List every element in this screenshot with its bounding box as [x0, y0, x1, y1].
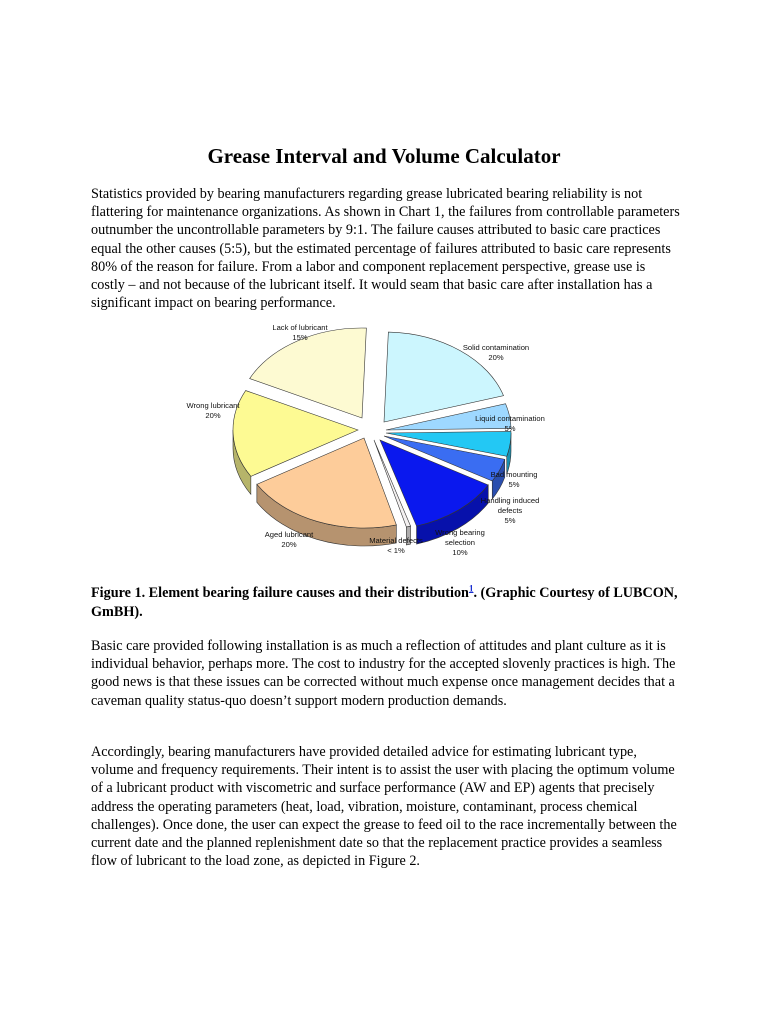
footnote-link[interactable]: 1 — [468, 583, 474, 594]
slice-value-label: 20% — [488, 353, 504, 362]
slice-value-label: 5% — [504, 516, 516, 525]
slice-label: Bad mounting — [490, 470, 538, 479]
caption-lead: Figure 1. Element bearing failure causes and their distribution — [91, 585, 469, 601]
document-title: Grease Interval and Volume Calculator — [207, 144, 561, 168]
slice-value-label: 10% — [452, 548, 468, 557]
slice-value-label: 5% — [504, 424, 516, 433]
slice-value-label: < 1% — [387, 546, 405, 555]
slice-label: Solid contamination — [462, 343, 530, 352]
slice-value-label: 5% — [508, 480, 520, 489]
intro-paragraph: Statistics provided by bearing manufacturers regarding grease lubricated bearing reliability is not flattering for maintenance organizations. As shown in Chart 1, the failures from controllable parameters outnumber the uncontrollable parameters by 9:1. The failure causes attributed to basic care practices equal the other causes (5:5), but the estimated percentage of failures attributed to basic care represents 80% of the reason for failure. From a labor and component replacement perspective, grease use is costly – and not because of the lubricant itself. It would seam that basic care after installation has a significant impact on bearing performance. — [91, 186, 680, 312]
slice-value-label: 15% — [292, 333, 308, 342]
slice-label: Aged lubricant — [264, 530, 314, 539]
slice-label: Wrong lubricant — [186, 401, 240, 410]
slice-label: Material defects — [369, 536, 423, 545]
slice-value-label: 20% — [205, 411, 221, 420]
slice-label: Lack of lubricant — [272, 323, 328, 332]
slice-value-label: 20% — [281, 540, 297, 549]
manufacturer-advice-paragraph: Accordingly, bearing manufacturers have provided detailed advice for estimating lubricant type, volume and frequency requirements. Their intent is to assist the user with placing the optimum volume of a lubricant product with viscometric and surface performance (AW and EP) agents that precisely address the operating parameters (heat, load, vibration, moisture, contaminant, process chemical challenges). Once done, the user can expect the grease to feed oil to the race incrementally between the current date and the planned replenishment date so that the replacement practice provides a seamless flow of lubricant to the load zone, as depicted in Figure 2. — [91, 744, 677, 870]
slice-label: Handling induced — [480, 496, 540, 505]
basic-care-paragraph: Basic care provided following installation is as much a reflection of attitudes and plant culture as it is individual behavior, perhaps more. The cost to industry for the accepted slovenly practices is high. The good news is that these issues can be corrected without much expense once management decides that a caveman quality status-quo doesn’t support modern production demands. — [91, 638, 676, 709]
figure-caption — [91, 584, 681, 621]
caption-trail: . (Graphic Courtesy of LUBCON, GmBH). — [91, 585, 678, 620]
slice-label: Liquid contamination — [475, 414, 545, 423]
slice-label: selection — [445, 538, 475, 547]
slice-label: defects — [497, 506, 523, 515]
slice-label: Wrong bearing — [435, 528, 485, 537]
